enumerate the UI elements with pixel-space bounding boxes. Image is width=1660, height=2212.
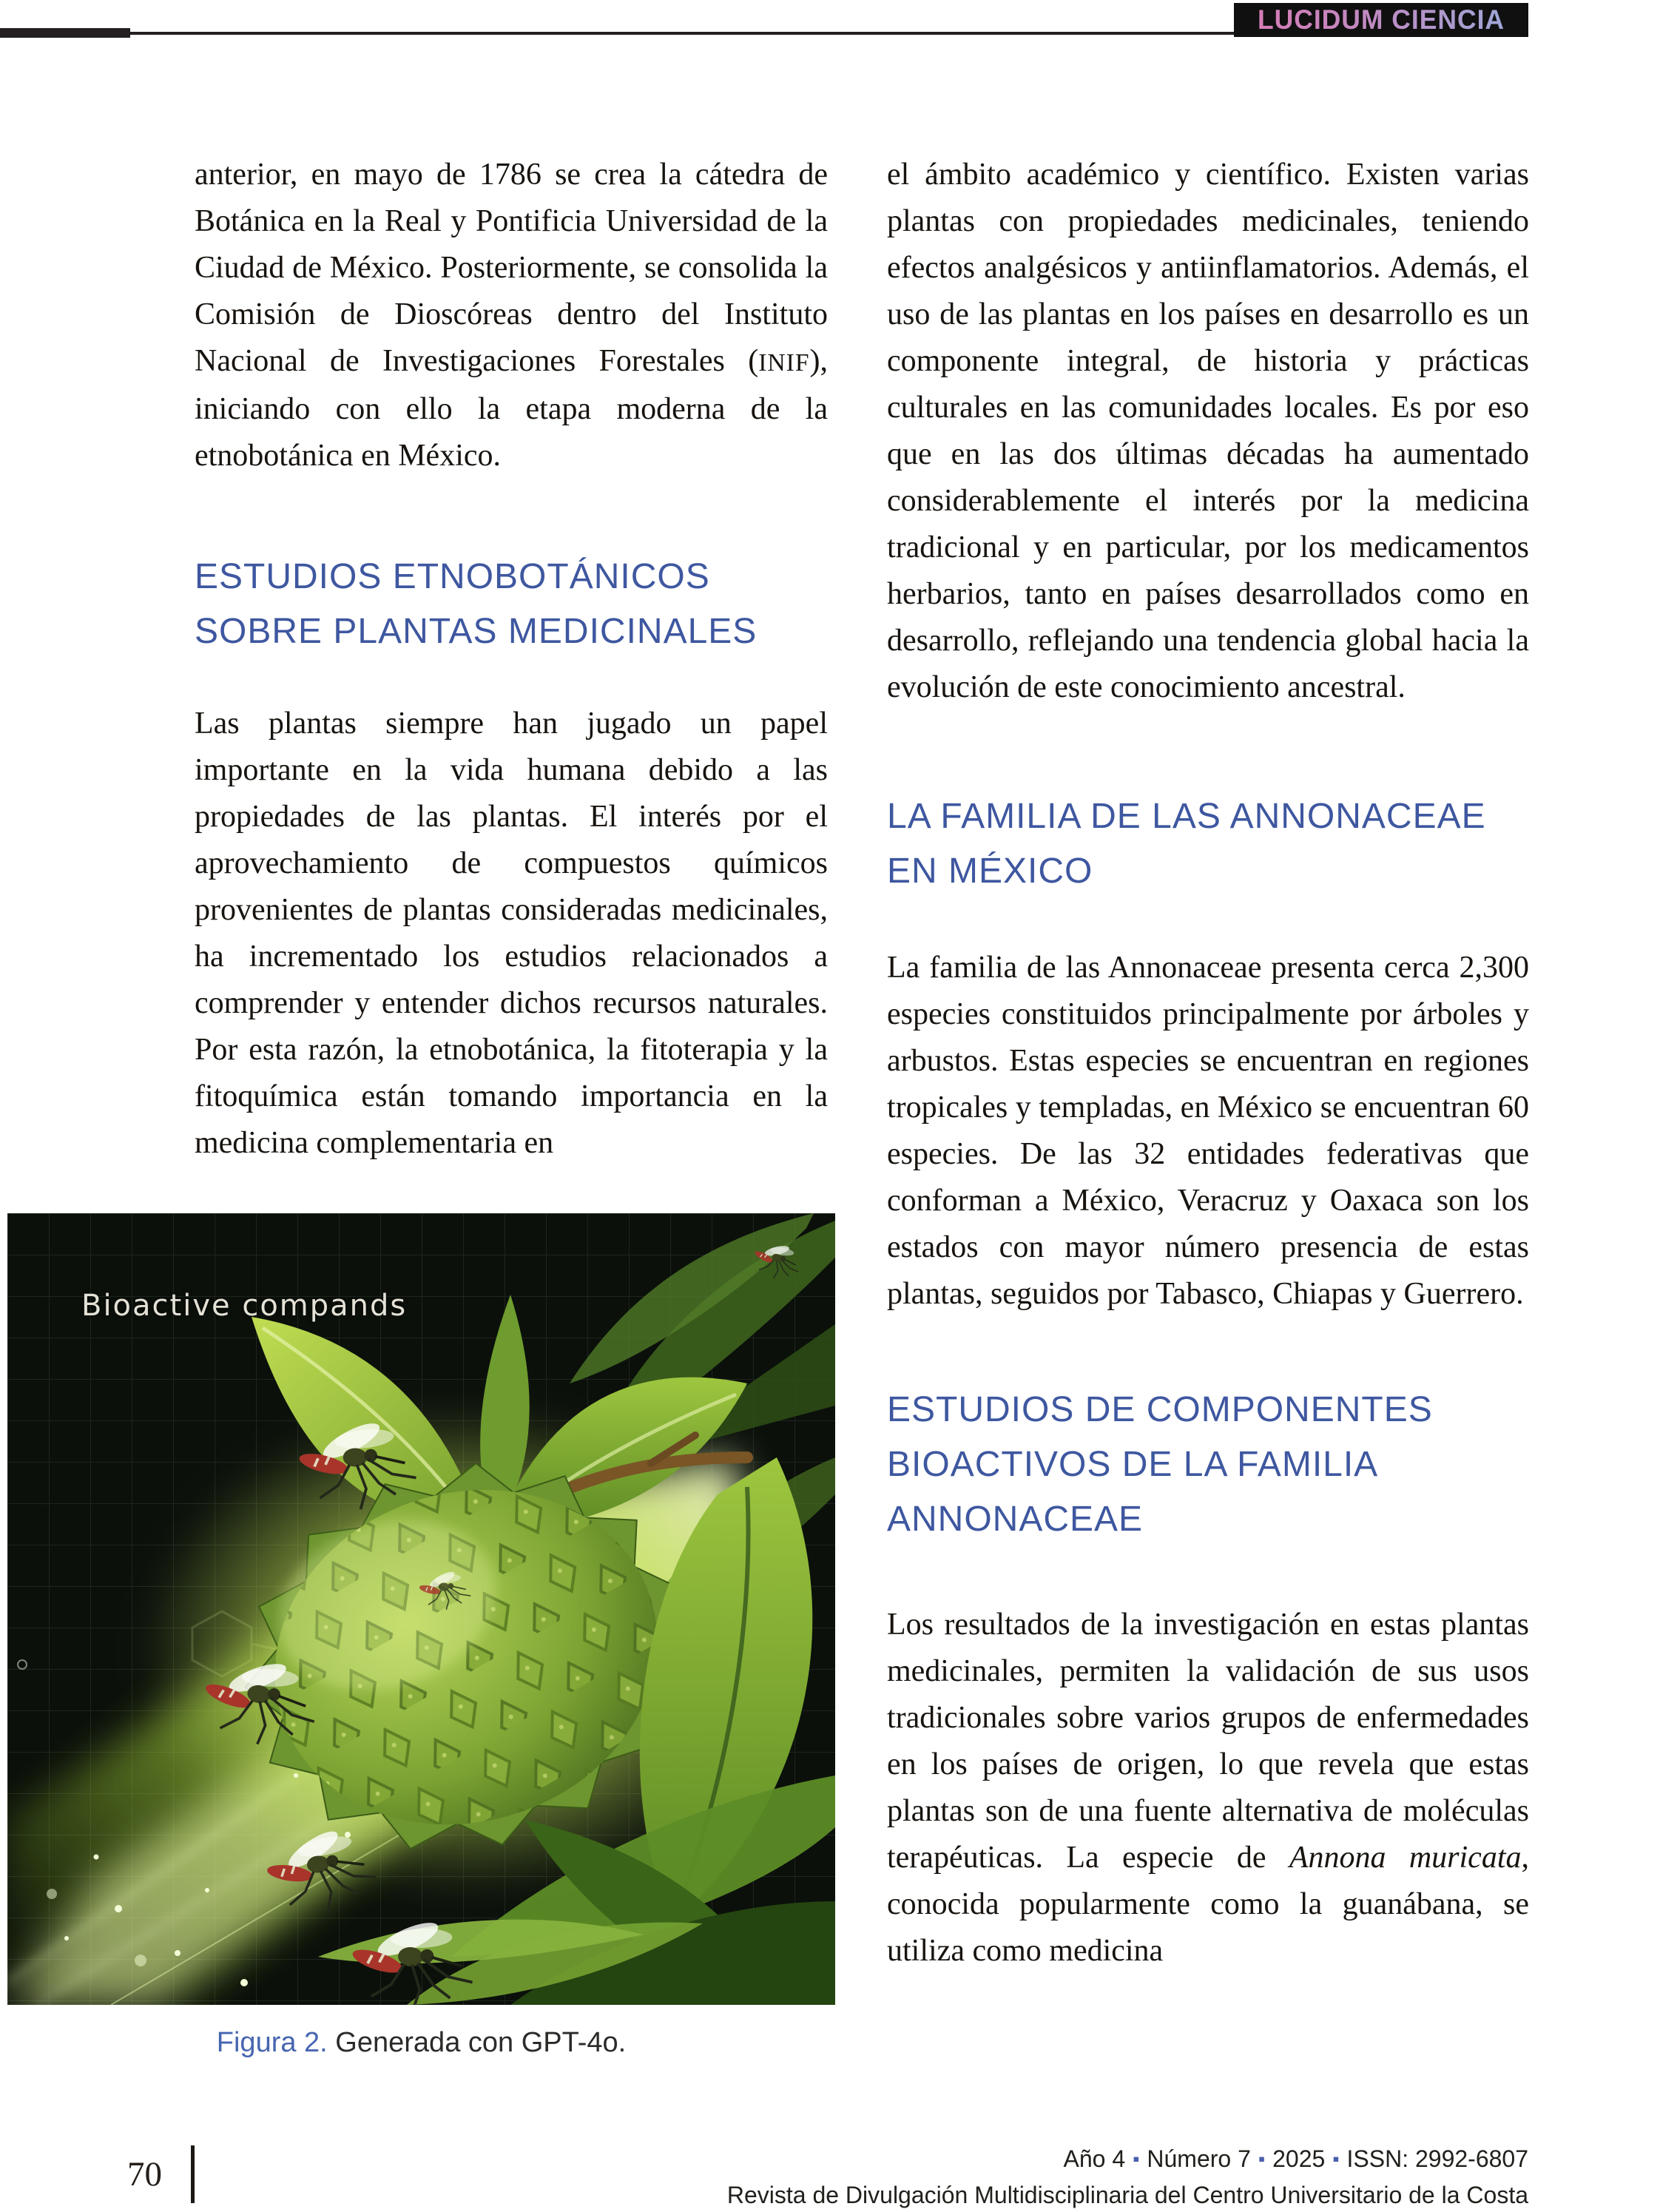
section-heading-estudios-etnobotanicos: ESTUDIOS ETNOBOTÁNICOS SOBRE PLANTAS MEDICINALES bbox=[195, 557, 758, 651]
figure-caption-text: Generada con GPT-4o. bbox=[327, 2027, 627, 2058]
paragraph-familia-annonaceae: La familia de las Annonaceae presenta cerca 2,300 especies constituidos principalmente por árboles y arbustos. Estas especies se encuentran en regiones tropicales y templadas, en México se encuentran 60 especies. De las 32 entidades federativas que conforman a México, Veracruz y Oaxaca son los estados con mayor número presencia de estas plantas, seguidos por Tabasco, Chiapas y Guerrero. bbox=[887, 951, 1529, 1311]
footer-issn: ISSN: 2992-6807 bbox=[1346, 2145, 1528, 2172]
paragraph-resultados-investigacion bbox=[887, 1602, 1529, 1975]
figure-2 bbox=[7, 1213, 835, 2059]
paragraph-ambito-academico: el ámbito académico y científico. Existen varias plantas con propiedades medicinales, teniendo efectos analgésicos y antiinflamatorios. Además, el uso de las plantas en los países en desarrollo es un componente integral, de historia y prácticas culturales en las comunidades locales. Es por eso que en las dos últimas décadas ha aumentado considerablemente el interés por la medicina tradicional y en particular, por los medicamentos herbarios, tanto en países desarrollados como en desarrollo, reflejando una tendencia global hacia la evolución de este conocimiento ancestral. bbox=[887, 158, 1529, 704]
paragraph-text: ), iniciando con ello la etapa moderna de la etnobotánica en México. bbox=[195, 344, 828, 473]
square-separator-icon: ▪ bbox=[1332, 2148, 1340, 2170]
section-heading-componentes-bioactivos: ESTUDIOS DE COMPONENTES BIOACTIVOS DE LA FAMILIA ANNONACEAE bbox=[887, 1390, 1433, 1539]
species-name-italic: Annona muricata bbox=[1289, 1841, 1522, 1875]
page-number: 70 bbox=[127, 2155, 162, 2194]
figure-caption bbox=[7, 2027, 835, 2059]
paragraph-text: , conocida popularmente como la guanábana, se utiliza como medicina bbox=[887, 1841, 1529, 1968]
right-column bbox=[887, 152, 1529, 1975]
footer-divider bbox=[191, 2145, 195, 2203]
acronym-inif: INIF bbox=[758, 349, 810, 377]
paragraph-text: Los resultados de la investigación en estas plantas medicinales, permiten la validación de sus usos tradicionales sobre varios grupos de enfermedades en los países de origen, lo que revela que estas plantas son de una fuente alternativa de moléculas terapéuticas. La especie de bbox=[887, 1608, 1529, 1875]
left-column bbox=[195, 152, 828, 1167]
square-separator-icon: ▪ bbox=[1258, 2148, 1266, 2170]
figure-caption-label: Figura 2. bbox=[216, 2027, 328, 2058]
footer-date: 2025 bbox=[1272, 2145, 1326, 2172]
paragraph-text: anterior, en mayo de 1786 se crea la cátedra de Botánica en la Real y Pontificia Universidad de la Ciudad de México. Posteriormente, se consolida la Comisión de Dioscóreas dentro del Instituto Nacional de Investigaciones Forestales ( bbox=[195, 158, 828, 378]
footer-year: Año 4 bbox=[1063, 2145, 1126, 2172]
footer-issue-line bbox=[727, 2142, 1528, 2178]
footer-meta bbox=[727, 2142, 1528, 2212]
footer-journal-name: Revista de Divulgación Multidisciplinaria del Centro Universitario de la Costa bbox=[726, 2182, 1528, 2208]
journal-brand-box bbox=[1234, 3, 1528, 37]
figure-overlay-label: Bioactive compands bbox=[81, 1289, 408, 1323]
paragraph-plantas-papel: Las plantas siempre han jugado un papel importante en la vida humana debido a las propiedades de las plantas. El interés por el aprovechamiento de compuestos químicos provenientes de plantas consideradas medicinales, ha incrementado los estudios relacionados a comprender y entender dichos recursos naturales. Por esta razón, la etnobotánica, la fitoterapia y la fitoquímica están tomando importancia en la medicina complementaria en bbox=[195, 707, 828, 1160]
paragraph-etnobotanica-historia bbox=[195, 152, 828, 479]
header-rule-thick bbox=[0, 28, 130, 38]
square-separator-icon: ▪ bbox=[1133, 2148, 1140, 2170]
section-heading-familia-annonaceae: LA FAMILIA DE LAS ANNONACEAE EN MÉXICO bbox=[887, 797, 1486, 891]
journal-brand-title: LUCIDUM CIENCIA bbox=[1257, 4, 1505, 35]
figure-2-image bbox=[7, 1213, 835, 2005]
footer-issue: Número 7 bbox=[1147, 2145, 1251, 2172]
figure-illustration bbox=[7, 1213, 835, 2005]
